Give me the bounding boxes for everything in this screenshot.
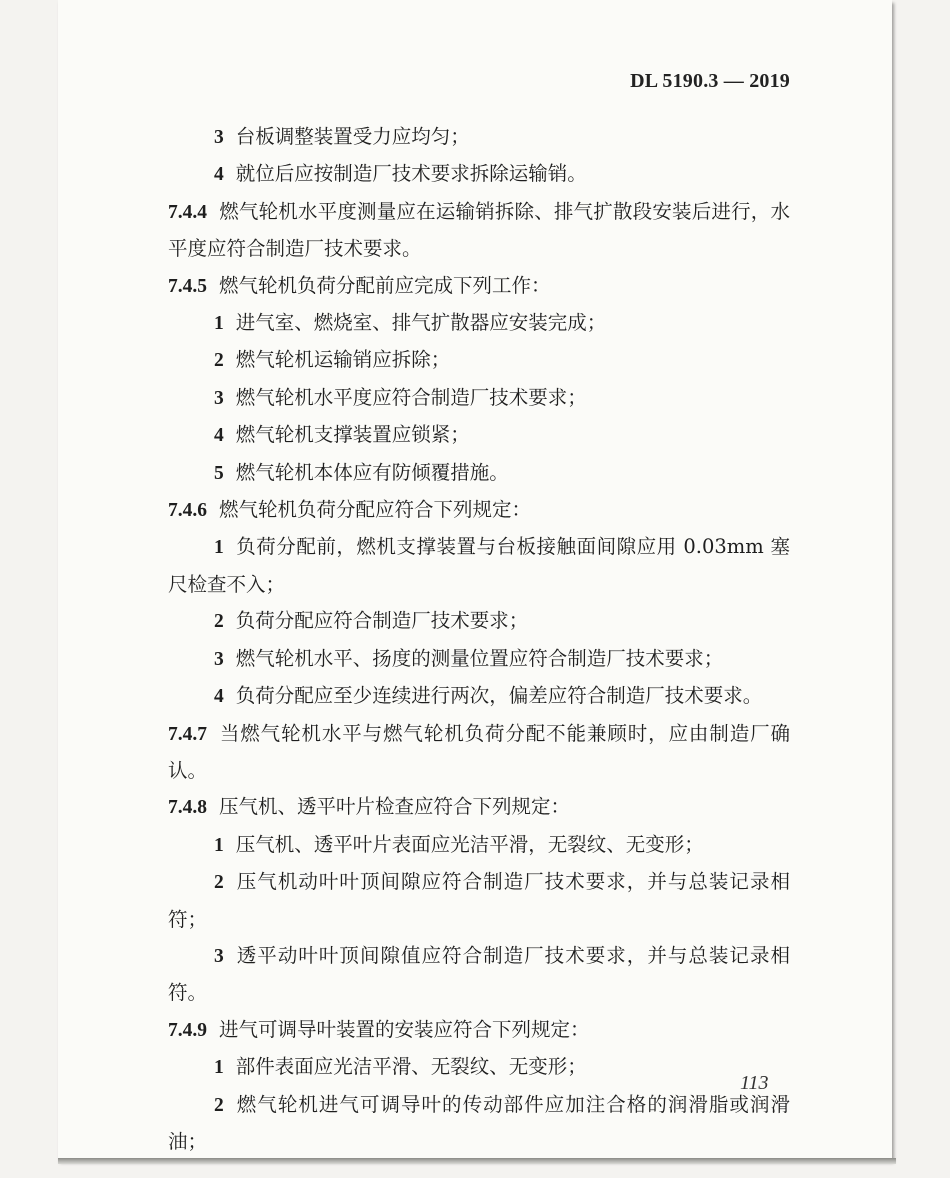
item-number: 1: [214, 537, 224, 559]
paragraph-text: 进气可调导叶装置的安装应符合下列规定：: [219, 1017, 590, 1041]
list-item: [168, 380, 790, 417]
paragraph-text: 燃气轮机水平、扬度的测量位置应符合制造厂技术要求；: [235, 646, 724, 670]
list-item: [168, 938, 790, 1012]
list-item: [168, 529, 790, 603]
paragraph-text: 台板调整装置受力应均匀；: [235, 125, 470, 148]
item-number: 3: [214, 127, 224, 148]
item-number: 1: [214, 834, 224, 856]
clause-paragraph: [168, 789, 790, 826]
paragraph-text: 燃气轮机水平度测量应在运输销拆除、排气扩散段安装后进行，水平度应符合制造厂技术要求。: [168, 199, 790, 261]
list-item: [168, 119, 790, 156]
list-item: [168, 864, 790, 938]
paragraph-text: 燃气轮机支撑装置应锁紧；: [235, 423, 470, 447]
page-number: 113: [740, 1072, 769, 1094]
list-item: [168, 455, 790, 492]
paragraph-text: 透平动叶叶顶间隙值应符合制造厂技术要求，并与总装记录相符。: [168, 943, 790, 1005]
list-item: [168, 417, 790, 454]
paragraph-text: 负荷分配前，燃机支撑装置与台板接触面间隙应用 0.03mm 塞尺检查不入；: [168, 535, 790, 596]
list-item: [168, 603, 790, 640]
item-number: 2: [214, 350, 224, 372]
item-number: 3: [214, 648, 224, 670]
list-item: [168, 342, 790, 379]
paragraph-text: 就位后应按制造厂技术要求拆除运输销。: [235, 162, 587, 186]
list-item: [168, 1087, 790, 1161]
list-item: [168, 641, 790, 678]
clause-paragraph: [168, 1012, 790, 1049]
paragraph-text: 燃气轮机水平度应符合制造厂技术要求；: [235, 385, 587, 409]
clause-paragraph: [168, 268, 790, 305]
paragraph-text: 燃气轮机负荷分配前应完成下列工作：: [219, 273, 551, 297]
clause-number: 7.4.9: [168, 1019, 207, 1041]
list-item: [168, 305, 790, 342]
item-number: 1: [214, 1057, 224, 1079]
paragraph-text: 负荷分配应至少连续进行两次，偏差应符合制造厂技术要求。: [235, 684, 763, 708]
paragraph-text: 部件表面应光洁平滑、无裂纹、无变形；: [235, 1055, 587, 1079]
paragraph-text: 当燃气轮机水平与燃气轮机负荷分配不能兼顾时，应由制造厂确认。: [168, 721, 790, 782]
body-text: [168, 119, 790, 1160]
paragraph-text: 燃气轮机本体应有防倾覆措施。: [235, 460, 509, 484]
standard-code-header: DL 5190.3 — 2019: [630, 70, 790, 92]
clause-paragraph: [168, 492, 790, 529]
item-number: 2: [214, 872, 224, 894]
item-number: 2: [214, 611, 224, 633]
item-number: 4: [214, 686, 224, 708]
clause-paragraph: [168, 194, 790, 268]
clause-number: 7.4.4: [168, 201, 207, 223]
paragraph-text: 燃气轮机负荷分配应符合下列规定：: [219, 498, 532, 522]
clause-number: 7.4.8: [168, 797, 207, 819]
paragraph-text: 负荷分配应符合制造厂技术要求；: [235, 609, 529, 633]
item-number: 4: [214, 425, 224, 447]
item-number: 5: [214, 462, 224, 484]
clause-number: 7.4.7: [168, 723, 207, 745]
list-item: [168, 678, 790, 715]
list-item: [168, 827, 790, 864]
list-item: [168, 1049, 790, 1086]
paragraph-text: 燃气轮机进气可调导叶的传动部件应加注合格的润滑脂或润滑油；: [168, 1092, 790, 1153]
paragraph-text: 压气机动叶叶顶间隙应符合制造厂技术要求，并与总装记录相符；: [168, 870, 790, 931]
item-number: 3: [214, 945, 224, 967]
item-number: 3: [214, 387, 224, 409]
clause-number: 7.4.5: [168, 275, 207, 297]
paragraph-text: 压气机、透平叶片检查应符合下列规定：: [219, 795, 571, 819]
item-number: 2: [214, 1094, 224, 1116]
paragraph-text: 进气室、燃烧室、排气扩散器应安装完成；: [235, 311, 607, 335]
list-item: [168, 156, 790, 193]
paragraph-text: 压气机、透平叶片表面应光洁平滑，无裂纹、无变形；: [235, 832, 704, 856]
clause-number: 7.4.6: [168, 500, 207, 522]
paragraph-text: 燃气轮机运输销应拆除；: [235, 348, 451, 372]
item-number: 4: [214, 164, 224, 186]
clause-paragraph: [168, 716, 790, 790]
item-number: 1: [214, 313, 224, 335]
